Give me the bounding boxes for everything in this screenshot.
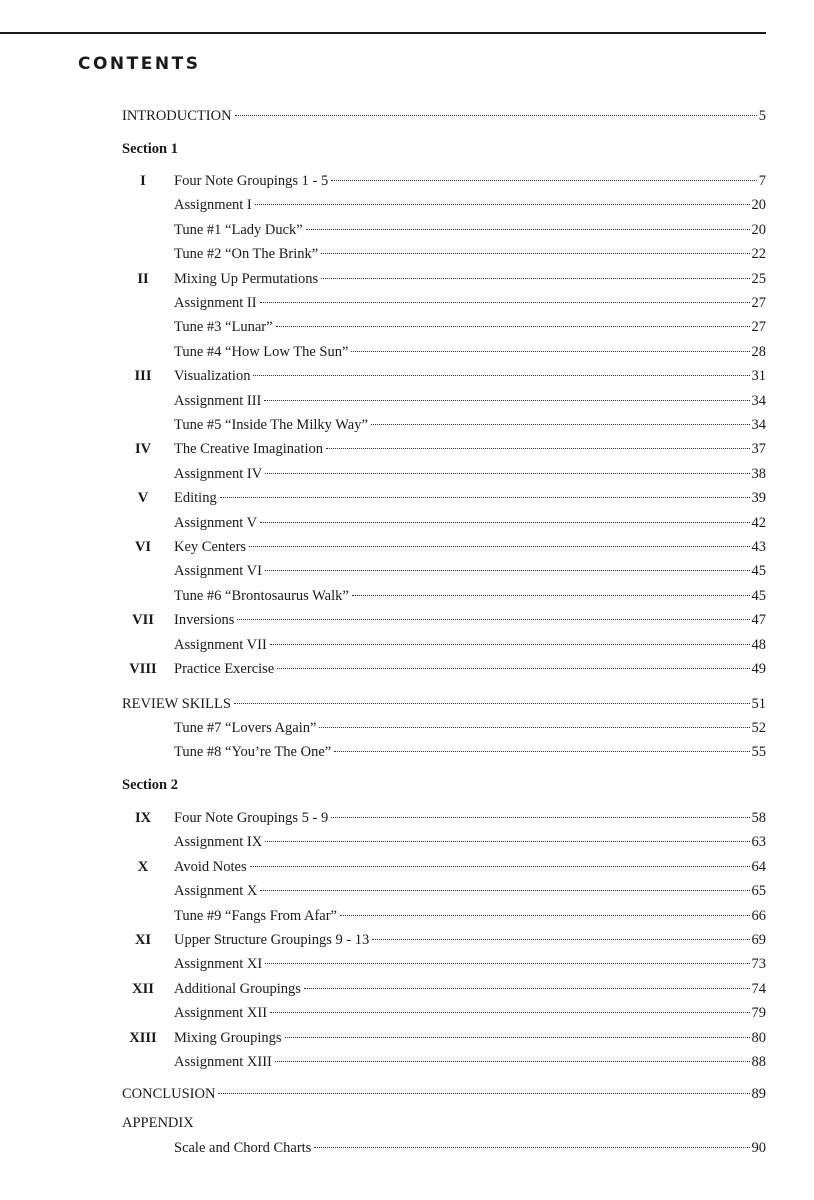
dot-leader bbox=[260, 302, 750, 303]
toc-row-introduction[interactable] bbox=[0, 104, 814, 128]
toc-row[interactable] bbox=[0, 1001, 814, 1025]
page-number: 39 bbox=[751, 490, 766, 507]
toc-row[interactable] bbox=[0, 952, 814, 976]
page-number: 52 bbox=[751, 720, 766, 736]
entry-title: Tune #8 “You’re The One” bbox=[174, 744, 332, 761]
entry-title: Assignment VI bbox=[174, 563, 262, 580]
dot-leader bbox=[260, 522, 749, 523]
dot-leader bbox=[306, 229, 750, 230]
entry-title: Assignment X bbox=[174, 883, 258, 900]
page-number: 74 bbox=[751, 980, 766, 997]
toc-entry-line bbox=[174, 389, 766, 413]
toc-row[interactable] bbox=[0, 1050, 814, 1074]
toc-entry-line bbox=[174, 1050, 766, 1074]
toc-entry-line bbox=[174, 1026, 766, 1050]
page-number: 69 bbox=[751, 932, 766, 948]
toc-entry-line bbox=[174, 242, 766, 266]
page-number: 25 bbox=[751, 270, 766, 287]
dot-leader bbox=[351, 351, 749, 352]
entry-title: INTRODUCTION bbox=[122, 108, 232, 124]
dot-leader bbox=[331, 180, 756, 181]
toc-entry-line bbox=[174, 830, 766, 854]
toc-row[interactable] bbox=[0, 437, 814, 461]
entry-title: Tune #3 “Lunar” bbox=[174, 319, 273, 336]
toc-entry-line bbox=[174, 413, 766, 437]
toc-entry-line bbox=[174, 855, 766, 879]
toc-row[interactable] bbox=[0, 1026, 814, 1050]
section-1-label: Section 1 bbox=[122, 141, 178, 157]
page-number: 38 bbox=[751, 465, 766, 482]
section-2-label: Section 2 bbox=[122, 777, 178, 793]
toc-entry-line bbox=[174, 1001, 766, 1025]
dot-leader bbox=[319, 727, 749, 728]
entry-title: Assignment VII bbox=[174, 636, 267, 653]
dot-leader bbox=[321, 278, 749, 279]
entry-title: The Creative Imagination bbox=[174, 441, 323, 458]
toc-entry-line bbox=[174, 1136, 766, 1160]
toc-row[interactable] bbox=[0, 291, 814, 315]
toc-entry-line bbox=[174, 584, 766, 608]
dot-leader bbox=[331, 817, 749, 818]
toc-entry-line bbox=[174, 716, 766, 740]
toc-entry-line bbox=[174, 486, 766, 510]
chapter-number: XIII bbox=[129, 1029, 157, 1046]
toc-row[interactable] bbox=[0, 169, 814, 193]
dot-leader bbox=[234, 703, 750, 704]
chapter-number: X bbox=[137, 858, 149, 875]
dot-leader bbox=[314, 1147, 749, 1148]
page-number: 58 bbox=[751, 810, 766, 826]
page-number: 22 bbox=[751, 246, 766, 263]
toc-row[interactable] bbox=[0, 511, 814, 535]
toc-entry-line bbox=[174, 740, 766, 764]
toc-row[interactable] bbox=[0, 559, 814, 583]
page-number: 49 bbox=[751, 661, 766, 677]
entry-title: Tune #7 “Lovers Again” bbox=[174, 720, 317, 736]
toc-entry-line bbox=[174, 169, 766, 193]
chapter-number: VII bbox=[132, 612, 154, 629]
toc-row[interactable] bbox=[0, 413, 814, 437]
toc-entry-line bbox=[174, 267, 766, 291]
entry-title: Scale and Chord Charts bbox=[174, 1140, 312, 1156]
toc-entry-line bbox=[174, 904, 766, 928]
chapter-number: II bbox=[137, 270, 149, 287]
toc-entry-line bbox=[174, 364, 766, 388]
entry-title: Tune #4 “How Low The Sun” bbox=[174, 343, 349, 360]
page-number: 79 bbox=[751, 1005, 766, 1022]
entry-title: Assignment XII bbox=[174, 1005, 268, 1022]
toc-entry-line bbox=[174, 511, 766, 535]
entry-title: Assignment XIII bbox=[174, 1054, 272, 1070]
toc-row[interactable] bbox=[0, 879, 814, 903]
chapter-number: V bbox=[137, 490, 149, 507]
dot-leader bbox=[255, 204, 750, 205]
page-number: 80 bbox=[751, 1029, 766, 1046]
toc-row[interactable] bbox=[0, 928, 814, 952]
chapter-number: VI bbox=[134, 539, 152, 555]
dot-leader bbox=[237, 619, 749, 620]
chapter-number: XI bbox=[134, 932, 152, 948]
entry-title: Assignment III bbox=[174, 392, 262, 409]
toc-entry-line bbox=[174, 657, 766, 681]
dot-leader bbox=[334, 751, 749, 752]
dot-leader bbox=[372, 939, 749, 940]
page-number: 34 bbox=[751, 417, 766, 433]
chapter-number: IX bbox=[134, 810, 152, 826]
dot-leader bbox=[250, 866, 750, 867]
dot-leader bbox=[276, 326, 750, 327]
toc-entry-line bbox=[122, 1082, 766, 1106]
entry-title: Tune #5 “Inside The Milky Way” bbox=[174, 417, 368, 433]
page-number: 48 bbox=[751, 636, 766, 653]
toc-row[interactable] bbox=[0, 267, 814, 291]
dot-leader bbox=[265, 473, 749, 474]
dot-leader bbox=[270, 644, 750, 645]
toc-row[interactable] bbox=[0, 716, 814, 740]
toc-entry-line bbox=[174, 291, 766, 315]
dot-leader bbox=[326, 448, 750, 449]
toc-entry-line bbox=[174, 879, 766, 903]
page-number: 63 bbox=[751, 834, 766, 851]
entry-title: Tune #9 “Fangs From Afar” bbox=[174, 907, 337, 924]
toc-entry-line bbox=[174, 977, 766, 1001]
dot-leader bbox=[340, 915, 750, 916]
toc-row[interactable] bbox=[0, 584, 814, 608]
toc-row[interactable] bbox=[0, 657, 814, 681]
dot-leader bbox=[260, 890, 749, 891]
entry-title: Key Centers bbox=[174, 539, 247, 555]
toc-entry-line bbox=[174, 928, 766, 952]
page-number: 42 bbox=[751, 514, 766, 531]
toc-entry-line bbox=[122, 692, 766, 716]
dot-leader bbox=[235, 115, 757, 116]
page-number: 47 bbox=[751, 612, 766, 629]
toc-row[interactable] bbox=[0, 193, 814, 217]
entry-title: Assignment V bbox=[174, 514, 258, 531]
entry-title: Assignment I bbox=[174, 197, 252, 214]
toc-entry-line bbox=[174, 559, 766, 583]
toc-row[interactable] bbox=[0, 340, 814, 364]
page-number: 20 bbox=[751, 197, 766, 214]
page-number: 45 bbox=[751, 563, 766, 580]
toc-entry-line bbox=[174, 535, 766, 559]
page-number: 90 bbox=[751, 1140, 766, 1156]
chapter-number: VIII bbox=[129, 661, 157, 677]
appendix-label: APPENDIX bbox=[122, 1115, 194, 1131]
entry-title: Inversions bbox=[174, 612, 235, 629]
dot-leader bbox=[264, 400, 749, 401]
toc-entry-line bbox=[174, 806, 766, 830]
entry-title: Mixing Groupings bbox=[174, 1029, 282, 1046]
entry-title: Four Note Groupings 1 - 5 bbox=[174, 173, 329, 189]
page-number: 64 bbox=[751, 858, 766, 875]
page-number: 65 bbox=[751, 883, 766, 900]
entry-title: Mixing Up Permutations bbox=[174, 270, 319, 287]
toc-row[interactable] bbox=[0, 242, 814, 266]
page-number: 28 bbox=[751, 343, 766, 360]
dot-leader bbox=[277, 668, 749, 669]
toc-row[interactable] bbox=[0, 315, 814, 339]
toc-row[interactable] bbox=[0, 608, 814, 632]
toc-row[interactable] bbox=[0, 486, 814, 510]
page-number: 37 bbox=[751, 441, 766, 458]
dot-leader bbox=[304, 988, 750, 989]
toc-row[interactable] bbox=[0, 855, 814, 879]
page-number: 7 bbox=[758, 173, 766, 189]
toc-row[interactable] bbox=[0, 462, 814, 486]
dot-leader bbox=[265, 841, 749, 842]
entry-title: Practice Exercise bbox=[174, 661, 275, 677]
page-number: 73 bbox=[751, 956, 766, 973]
toc-entry-line bbox=[174, 608, 766, 632]
toc-row[interactable] bbox=[0, 977, 814, 1001]
toc-entry-line bbox=[174, 952, 766, 976]
dot-leader bbox=[321, 253, 749, 254]
toc-entry-line bbox=[174, 340, 766, 364]
entry-title: Four Note Groupings 5 - 9 bbox=[174, 810, 329, 826]
entry-title: Tune #2 “On The Brink” bbox=[174, 246, 319, 263]
page-number: 66 bbox=[751, 907, 766, 924]
dot-leader bbox=[371, 424, 750, 425]
page-number: 27 bbox=[751, 319, 766, 336]
entry-title: CONCLUSION bbox=[122, 1086, 216, 1102]
entry-title: Avoid Notes bbox=[174, 858, 247, 875]
entry-title: Tune #6 “Brontosaurus Walk” bbox=[174, 587, 349, 604]
toc-row-review-skills[interactable] bbox=[0, 692, 814, 716]
chapter-number: XII bbox=[132, 980, 154, 997]
dot-leader bbox=[270, 1012, 749, 1013]
toc-row[interactable] bbox=[0, 830, 814, 854]
page-number: 34 bbox=[751, 392, 766, 409]
entry-title: REVIEW SKILLS bbox=[122, 696, 231, 712]
page-number: 55 bbox=[751, 744, 766, 761]
dot-leader bbox=[265, 963, 749, 964]
page-number: 31 bbox=[751, 368, 766, 385]
entry-title: Upper Structure Groupings 9 - 13 bbox=[174, 932, 370, 948]
page-number: 88 bbox=[751, 1054, 766, 1070]
dot-leader bbox=[265, 570, 750, 571]
page-number: 5 bbox=[758, 108, 766, 124]
dot-leader bbox=[220, 497, 750, 498]
entry-title: Editing bbox=[174, 490, 217, 507]
toc-entry-line bbox=[122, 104, 766, 128]
entry-title: Assignment XI bbox=[174, 956, 263, 973]
entry-title: Assignment IX bbox=[174, 834, 263, 851]
entry-title: Additional Groupings bbox=[174, 980, 301, 997]
toc-row[interactable] bbox=[0, 633, 814, 657]
dot-leader bbox=[249, 546, 749, 547]
toc-entry-line bbox=[174, 193, 766, 217]
page-title: CONTENTS bbox=[78, 54, 201, 74]
toc-row[interactable] bbox=[0, 218, 814, 242]
chapter-number: III bbox=[134, 368, 152, 385]
toc-row[interactable] bbox=[0, 389, 814, 413]
toc-entry-line bbox=[174, 218, 766, 242]
chapter-number: IV bbox=[134, 441, 152, 458]
dot-leader bbox=[218, 1093, 749, 1094]
page-number: 20 bbox=[751, 221, 766, 238]
toc-entry-line bbox=[174, 462, 766, 486]
entry-title: Visualization bbox=[174, 368, 251, 385]
chapter-number: I bbox=[140, 173, 146, 189]
toc-entry-line bbox=[174, 437, 766, 461]
entry-title: Assignment II bbox=[174, 295, 257, 311]
page-number: 51 bbox=[751, 696, 766, 712]
toc-row[interactable] bbox=[0, 904, 814, 928]
toc-entry-line bbox=[174, 315, 766, 339]
page-number: 45 bbox=[751, 587, 766, 604]
page-number: 43 bbox=[751, 539, 766, 555]
page-number: 89 bbox=[751, 1086, 766, 1102]
toc-row[interactable] bbox=[0, 740, 814, 764]
top-rule bbox=[0, 32, 766, 34]
toc-row[interactable] bbox=[0, 364, 814, 388]
entry-title: Tune #1 “Lady Duck” bbox=[174, 221, 303, 238]
toc-row[interactable] bbox=[0, 1136, 814, 1160]
toc-entry-line bbox=[174, 633, 766, 657]
entry-title: Assignment IV bbox=[174, 465, 263, 482]
toc-row-conclusion[interactable] bbox=[0, 1082, 814, 1106]
page-number: 27 bbox=[751, 295, 766, 311]
dot-leader bbox=[253, 375, 749, 376]
toc-row[interactable] bbox=[0, 806, 814, 830]
dot-leader bbox=[352, 595, 750, 596]
toc-row[interactable] bbox=[0, 535, 814, 559]
dot-leader bbox=[285, 1037, 750, 1038]
dot-leader bbox=[275, 1061, 750, 1062]
